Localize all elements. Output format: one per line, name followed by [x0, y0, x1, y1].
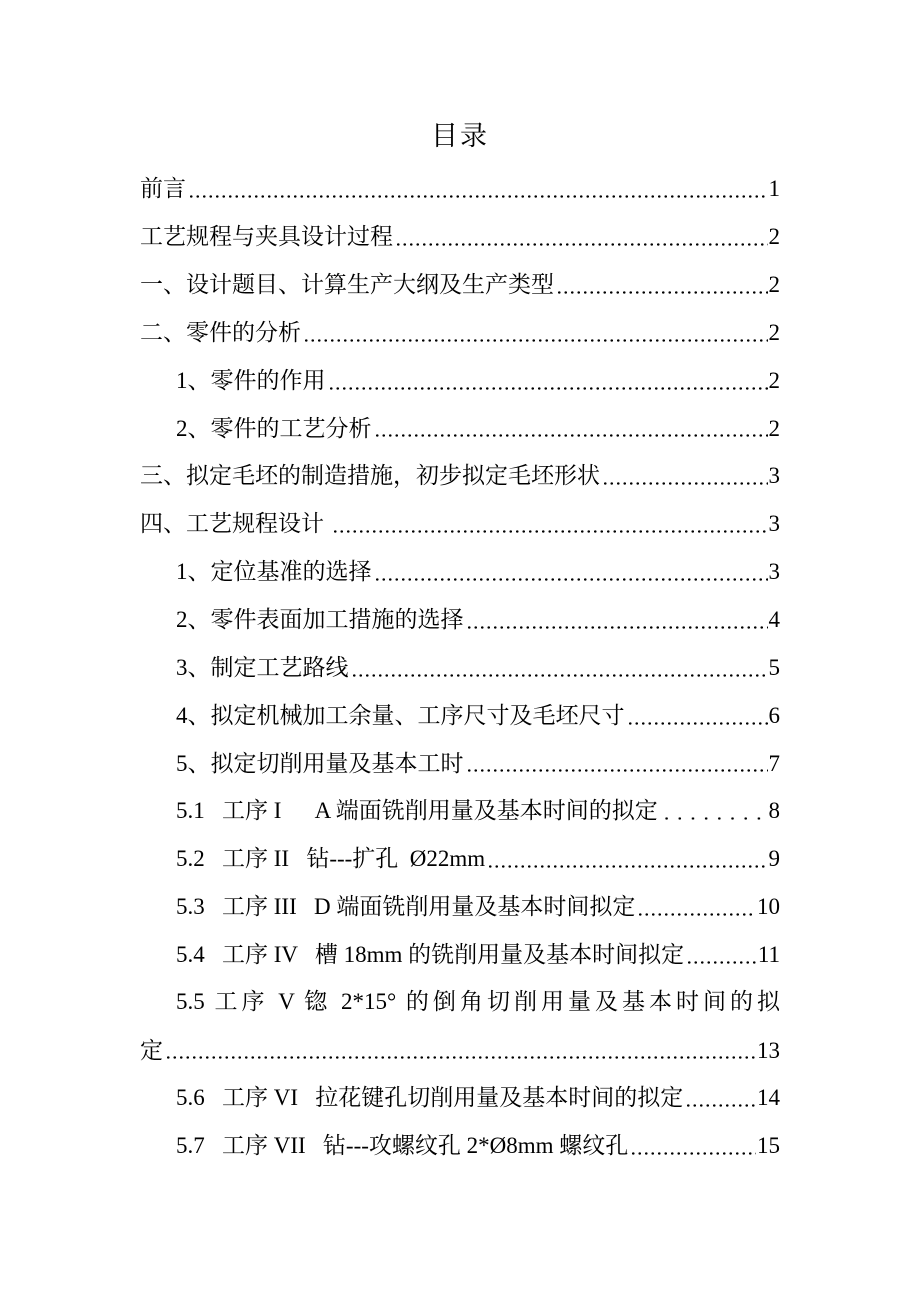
toc-entry-page: 3 — [768, 559, 780, 585]
dot-leader — [637, 895, 756, 918]
toc-entry-page: 7 — [768, 750, 780, 776]
toc-entry[interactable] — [140, 309, 780, 357]
toc-entry-label: 1、定位基准的选择 — [176, 559, 372, 585]
toc-entry[interactable] — [140, 835, 780, 883]
toc-entry-label: 一、设计题目、计算生产大纲及生产类型 — [140, 272, 554, 298]
dot-leader — [466, 608, 768, 631]
dot-leader — [374, 417, 768, 440]
toc-entry-page: 5 — [768, 654, 780, 680]
toc-entry-label: 前言 — [140, 176, 186, 202]
dot-leader — [487, 847, 767, 870]
dot-leader — [466, 752, 768, 775]
dot-leader — [602, 464, 768, 487]
toc-list — [140, 165, 780, 1170]
toc-entry-page: 11 — [757, 941, 780, 967]
toc-entry[interactable] — [140, 978, 780, 1026]
dot-leader — [165, 1039, 756, 1062]
toc-entry[interactable] — [140, 883, 780, 931]
toc-entry-page: 14 — [757, 1085, 780, 1111]
dot-leader — [351, 656, 768, 679]
page-title: 目录 — [431, 121, 489, 151]
toc-entry-label: 5.7 工序 VII 钻---攻螺纹孔 2*Ø8mm 螺纹孔 — [176, 1133, 629, 1159]
toc-entry-label: 3、制定工艺路线 — [176, 654, 349, 680]
dot-leader — [630, 1134, 756, 1157]
toc-entry-label: 四、工艺规程设计 — [140, 511, 330, 537]
toc-entry[interactable] — [140, 452, 780, 500]
toc-entry[interactable] — [140, 500, 780, 548]
toc-entry-label: 5、拟定切削用量及基本工时 — [176, 750, 464, 776]
toc-entry-page: 2 — [768, 367, 780, 393]
toc-entry-page: 4 — [768, 607, 780, 633]
dot-leader — [627, 704, 768, 727]
dot-leader — [328, 369, 768, 392]
toc-entry-label: 5.1 工序 I A 端面铣削用量及基本时间的拟定 — [176, 798, 658, 824]
toc-entry-label: 5.6 工序 VI 拉花键孔切削用量及基本时间的拟定 — [176, 1085, 684, 1111]
toc-entry[interactable] — [140, 165, 780, 213]
toc-entry-label: 三、拟定毛坯的制造措施，初步拟定毛坯形状 — [140, 463, 600, 489]
toc-entry-page: 9 — [768, 846, 780, 872]
toc-entry[interactable] — [140, 356, 780, 404]
toc-entry-page: 2 — [768, 272, 780, 298]
toc-entry-page: 10 — [757, 894, 780, 920]
toc-entry[interactable] — [140, 787, 780, 835]
toc-entry-page: 2 — [768, 224, 780, 250]
dot-leader — [685, 1086, 756, 1109]
dot-leader — [556, 273, 768, 296]
toc-entry[interactable] — [140, 596, 780, 644]
toc-entry[interactable] — [140, 261, 780, 309]
toc-entry[interactable] — [140, 548, 780, 596]
toc-entry-page: 13 — [757, 1037, 780, 1063]
toc-entry-page: 3 — [768, 463, 780, 489]
toc-entry-page: 8 — [768, 798, 780, 824]
toc-entry[interactable] — [140, 691, 780, 739]
toc-entry-page: 2 — [768, 415, 780, 441]
toc-entry-page: 3 — [768, 511, 780, 537]
dot-leader — [686, 943, 757, 966]
toc-entry-label: 5.5 工序 V 锪 2*15° 的倒角切削用量及基本时间的拟 — [176, 989, 780, 1015]
dot-leader — [303, 321, 768, 344]
toc-entry[interactable] — [140, 404, 780, 452]
toc-entry-label: 2、零件表面加工措施的选择 — [176, 607, 464, 633]
toc-entry[interactable] — [140, 213, 780, 261]
toc-entry[interactable] — [140, 1074, 780, 1122]
toc-entry-label: 二、零件的分析 — [140, 319, 301, 345]
toc-entry[interactable] — [140, 1026, 780, 1074]
toc-entry-label: 2、零件的工艺分析 — [176, 415, 372, 441]
toc-entry-page: 2 — [768, 319, 780, 345]
toc-entry-label: 5.4 工序 IV 槽 18mm 的铣削用量及基本时间拟定 — [176, 941, 685, 967]
toc-entry-label: 1、零件的作用 — [176, 367, 326, 393]
toc-entry[interactable] — [140, 1122, 780, 1170]
toc-entry-label: 定 — [140, 1037, 163, 1063]
dot-leader — [395, 225, 768, 248]
toc-entry-page: 1 — [768, 176, 780, 202]
toc-entry-page: 6 — [768, 702, 780, 728]
toc-entry-label: 4、拟定机械加工余量、工序尺寸及毛坯尺寸 — [176, 702, 625, 728]
toc-entry-label: 5.2 工序 II 钻---扩孔 Ø22mm — [176, 846, 486, 872]
toc-entry[interactable] — [140, 643, 780, 691]
dot-leader — [660, 799, 768, 822]
toc-entry[interactable] — [140, 931, 780, 979]
toc-entry-label: 5.3 工序 III D 端面铣削用量及基本时间拟定 — [176, 894, 636, 920]
toc-entry-page: 15 — [757, 1133, 780, 1159]
toc-entry[interactable] — [140, 739, 780, 787]
dot-leader — [374, 560, 768, 583]
toc-entry-label: 工艺规程与夹具设计过程 — [140, 224, 393, 250]
dot-leader — [332, 512, 768, 535]
dot-leader — [188, 177, 768, 200]
